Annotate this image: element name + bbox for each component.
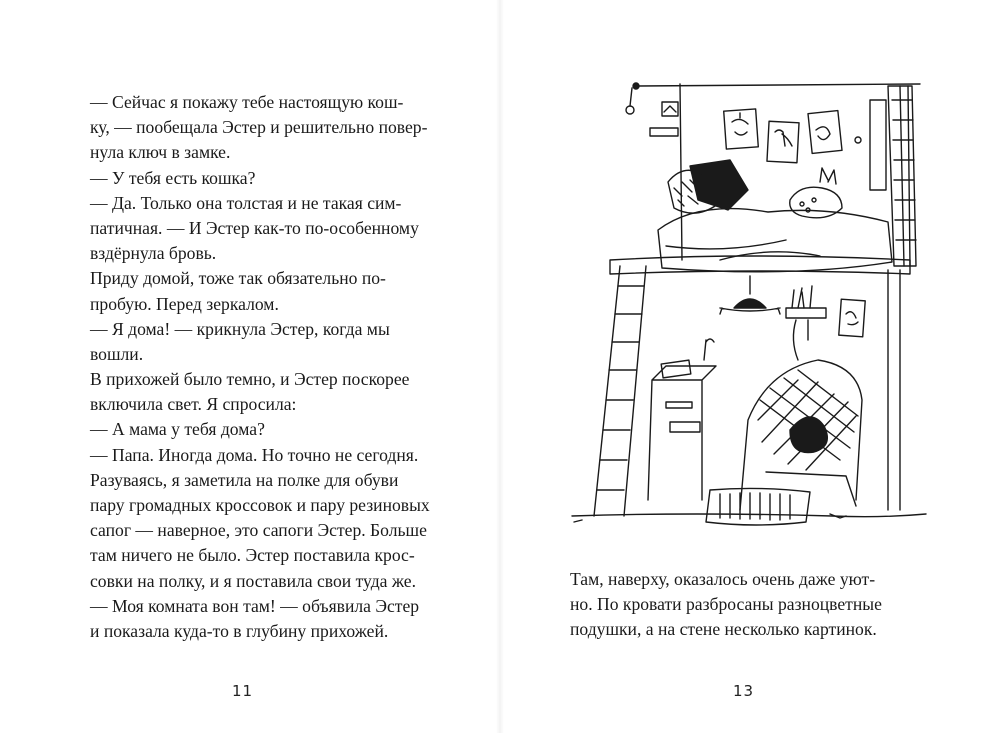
text-line: Там, наверху, оказалось очень даже уют- xyxy=(570,569,876,589)
black-pillow xyxy=(690,160,748,210)
text-line: вздёрнула бровь. xyxy=(90,243,217,264)
loft-frame xyxy=(610,256,910,274)
right-page xyxy=(500,0,1000,733)
text-line: включила свет. Я спросила: xyxy=(90,394,297,415)
blanket xyxy=(658,209,892,272)
text-line: нула ключ в замке. xyxy=(90,142,231,163)
text-line: — Да. Только она толстая и не такая сим- xyxy=(90,192,402,213)
loft-bed-illustration xyxy=(570,70,930,540)
text-line: патичная. — И Эстер как-то по-особенному xyxy=(90,217,419,238)
ladder xyxy=(594,266,646,516)
text-line: пробую. Перед зеркалом. xyxy=(90,293,279,314)
bunny-pillow xyxy=(790,187,842,218)
floor-rug xyxy=(706,488,810,525)
text-line: — У тебя есть кошка? xyxy=(90,167,256,188)
text-line: вошли. xyxy=(90,343,144,364)
text-line: Разуваясь, я заметила на полке для обуви xyxy=(90,469,399,490)
wall-picture xyxy=(724,109,759,149)
wall-picture xyxy=(767,121,799,163)
rod-knob xyxy=(633,83,639,89)
text-line: и показала куда-то в глубину прихожей. xyxy=(90,620,389,641)
cat-on-chair xyxy=(790,417,827,453)
left-page-text xyxy=(90,90,430,644)
text-line: подушки, а на стене несколько картинок. xyxy=(570,619,877,640)
text-line: там ничего не было. Эстер поставила крос- xyxy=(90,545,415,566)
wall-picture xyxy=(808,111,842,154)
page-number-right: 13 xyxy=(733,682,755,700)
text-line: совки на полку, и я поставила свои туда же. xyxy=(90,570,417,591)
text-line: — Моя комната вон там! — объявила Эстер xyxy=(90,595,420,616)
wall-shelf xyxy=(786,308,826,318)
text-line: — Папа. Иногда дома. Но точно не сегодня. xyxy=(90,444,419,465)
right-page-text xyxy=(570,567,900,643)
text-line: — Я дома! — крикнула Эстер, когда мы xyxy=(90,318,390,339)
text-line: Приду домой, тоже так обязательно по- xyxy=(90,268,386,289)
text-line: ку, — пообещала Эстер и решительно повер- xyxy=(90,117,428,138)
text-line: В прихожей было темно, и Эстер поскорее xyxy=(90,369,410,390)
page-number-left: 11 xyxy=(232,682,254,700)
text-line: но. По кровати разбросаны разноцветные xyxy=(570,594,882,615)
text-line: пару громадных кроссовок и пару резиновых xyxy=(90,495,430,515)
floor-line xyxy=(572,514,926,517)
text-line: — А мама у тебя дома? xyxy=(90,419,265,440)
hanging-lamp xyxy=(734,299,766,308)
wall-picture xyxy=(839,299,865,337)
desk xyxy=(648,366,716,500)
text-line: сапог — наверное, это сапоги Эстер. Больше xyxy=(90,520,427,541)
text-line: — Сейчас я покажу тебе настоящую кош- xyxy=(90,92,404,112)
